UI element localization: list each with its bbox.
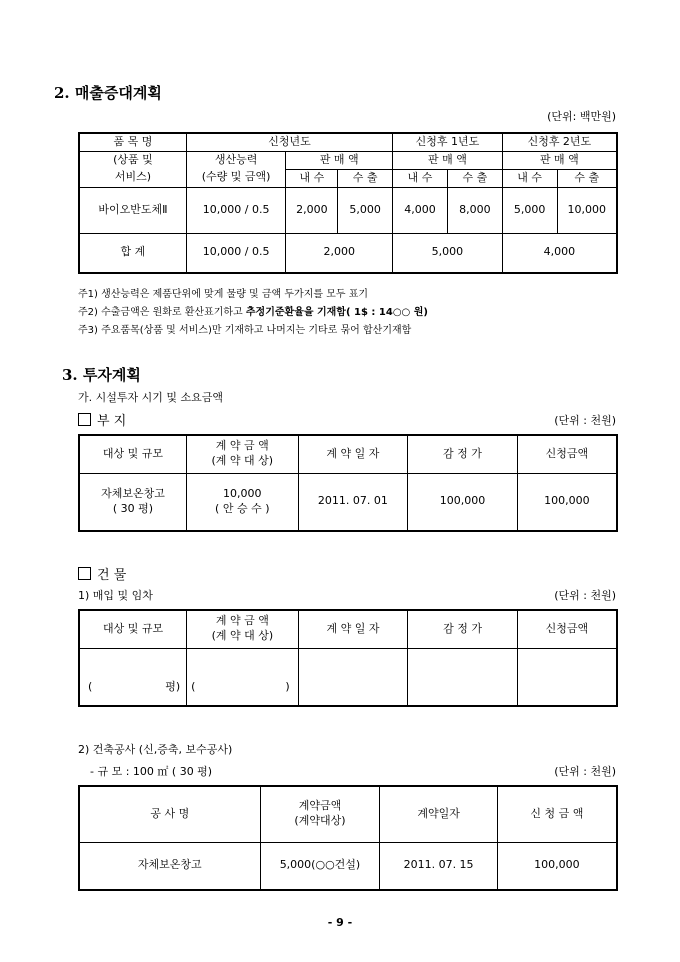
note-3: 주3) 주요품목(상품 및 서비스)만 기재하고 나머지는 기타로 묶어 합산기재함: [78, 325, 412, 336]
hdr-exp-1: 수 출: [447, 169, 502, 187]
land-target: [79, 473, 186, 531]
hdr-item3: 서비스): [79, 169, 186, 187]
con-name: 자체보온창고: [79, 842, 260, 890]
land-hdr-contract-2: (계 약 대 상): [211, 454, 274, 468]
land-amount: 100,000: [517, 473, 617, 531]
land-label-text: 부 지: [97, 414, 127, 429]
land-appraisal: 100,000: [408, 473, 518, 531]
land-unit: (단위 : 천원): [554, 414, 616, 427]
con-contract: 5,000(○○건설): [260, 842, 380, 890]
bld-target-open: (: [88, 680, 93, 694]
construction-table: [78, 785, 618, 891]
bld-target-close: 평): [165, 680, 181, 694]
con-hdr-contract-1: 계약금액: [298, 799, 342, 813]
total-y1: 5,000: [393, 233, 503, 273]
total-capacity: 10,000 / 0.5: [186, 233, 286, 273]
row1-y2-dom: 5,000: [502, 187, 557, 233]
construction-unit: (단위 : 천원): [554, 765, 616, 778]
bld-hdr-target: 대상 및 규모: [79, 610, 187, 648]
land-hdr-target: 대상 및 규모: [79, 435, 186, 473]
page-number: - 9 -: [327, 916, 353, 929]
land-contract-2: ( 안 승 수 ): [215, 501, 270, 515]
hdr-dom-2: 내 수: [502, 169, 557, 187]
building-unit: (단위 : 천원): [554, 589, 616, 602]
hdr-capacity: 생산능력: [186, 151, 286, 169]
investment-subtitle: 가. 시설투자 시기 및 소요금액: [78, 391, 223, 404]
total-y0: 2,000: [286, 233, 393, 273]
checkbox-icon: [78, 413, 91, 426]
con-hdr-amount: 신 청 금 액: [497, 786, 617, 842]
note-2-text: 주2) 수출금액은 원화로 환산표기하고: [78, 307, 246, 318]
section-3-title: 3. 투자계획: [62, 366, 141, 384]
note-2-bold: 추정기준환율을 기재함( 1$ : 14○○ 원): [245, 307, 428, 318]
construction-sub2: 2) 건축공사 (신,증축, 보수공사): [78, 743, 233, 756]
bld-date: [298, 648, 408, 706]
bld-amount: [517, 648, 617, 706]
row1-y1-dom: 4,000: [393, 187, 448, 233]
total-y2: 4,000: [502, 233, 617, 273]
row1-y2-exp: 10,000: [557, 187, 617, 233]
con-hdr-date: 계약일자: [380, 786, 498, 842]
note-1: 주1) 생산능력은 제품단위에 맞게 물량 및 금액 두가지를 모두 표기: [78, 289, 369, 300]
bld-contract-close: ): [285, 680, 290, 694]
land-contract-1: 10,000: [223, 486, 262, 500]
building-label-text: 건 물: [97, 568, 127, 583]
row1-y1-exp: 8,000: [447, 187, 502, 233]
hdr-sales-1: 판 매 액: [393, 151, 503, 169]
land-hdr-appraisal: 감 정 가: [408, 435, 518, 473]
bld-hdr-appraisal: 감 정 가: [408, 610, 518, 648]
note-2: [78, 303, 428, 318]
building-label: [78, 564, 126, 583]
con-hdr-contract-2: (계약대상): [294, 814, 346, 828]
con-date: 2011. 07. 15: [380, 842, 498, 890]
hdr-capacity-sub: (수량 및 금액): [186, 169, 286, 187]
hdr-sales-0: 판 매 액: [286, 151, 393, 169]
building-sub1: 1) 매입 및 임차: [78, 589, 153, 602]
con-hdr-contract: [260, 786, 380, 842]
hdr-after2: 신청후 2년도: [502, 133, 617, 151]
total-name: 합 계: [79, 233, 186, 273]
sales-table: [78, 132, 618, 274]
hdr-dom-0: 내 수: [286, 169, 338, 187]
row1-y0-exp: 5,000: [338, 187, 393, 233]
hdr-dom-1: 내 수: [393, 169, 448, 187]
con-amount: 100,000: [497, 842, 617, 890]
bld-appraisal: [408, 648, 518, 706]
bld-hdr-contract: [187, 610, 299, 648]
hdr-apply-year: 신청년도: [186, 133, 392, 151]
con-hdr-name: 공 사 명: [79, 786, 260, 842]
checkbox-icon: [78, 567, 91, 580]
bld-hdr-contract-1: 계 약 금 액: [215, 614, 269, 628]
land-contract: [186, 473, 298, 531]
bld-target: [79, 648, 187, 706]
land-hdr-contract-1: 계 약 금 액: [215, 439, 269, 453]
row1-capacity: 10,000 / 0.5: [186, 187, 286, 233]
hdr-sales-2: 판 매 액: [502, 151, 617, 169]
land-hdr-contract: [186, 435, 298, 473]
land-hdr-amount: 신청금액: [517, 435, 617, 473]
building-table: [78, 609, 618, 707]
land-target-1: 자체보온창고: [101, 486, 165, 500]
bld-hdr-amount: 신청금액: [517, 610, 617, 648]
hdr-item1: 품 목 명: [79, 133, 186, 151]
sales-unit: (단위: 백만원): [547, 110, 616, 123]
row1-y0-dom: 2,000: [286, 187, 338, 233]
hdr-item2: (상품 및: [79, 151, 186, 169]
bld-contract-open: (: [191, 680, 196, 694]
bld-hdr-date: 계 약 일 자: [298, 610, 408, 648]
land-label: [78, 410, 126, 429]
construction-scale: - 규 모 : 100 ㎡ ( 30 평): [90, 765, 213, 778]
land-date: 2011. 07. 01: [298, 473, 408, 531]
hdr-exp-0: 수 출: [338, 169, 393, 187]
row1-name: 바이오반도체Ⅱ: [79, 187, 186, 233]
hdr-exp-2: 수 출: [557, 169, 617, 187]
section-2-title: 2. 매출증대계획: [54, 84, 162, 102]
land-target-2: ( 30 평): [112, 501, 154, 515]
land-table: [78, 434, 618, 532]
land-hdr-date: 계 약 일 자: [298, 435, 408, 473]
hdr-after1: 신청후 1년도: [393, 133, 503, 151]
bld-contract: [187, 648, 299, 706]
bld-hdr-contract-2: (계 약 대 상): [211, 629, 274, 643]
